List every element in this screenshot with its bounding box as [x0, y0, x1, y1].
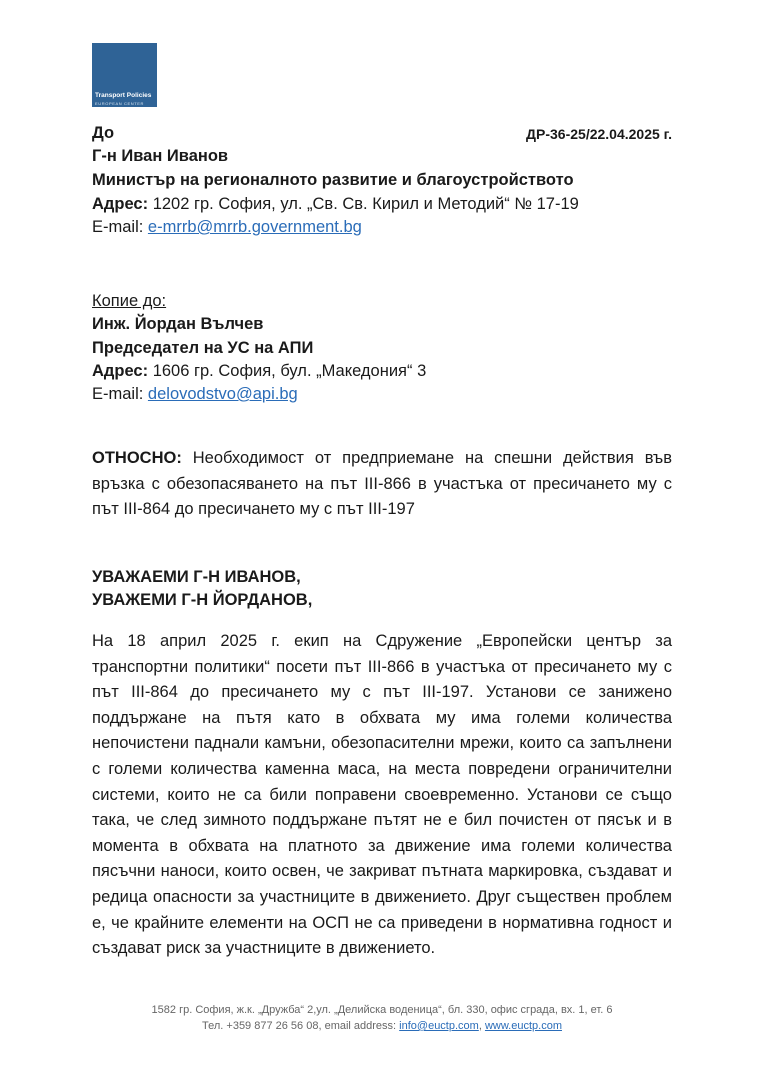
footer-phone: Тел. +359 877 26 56 08, email address:	[202, 1020, 400, 1032]
body-paragraph: На 18 април 2025 г. екип на Сдружение „Европейски център за транспортни политики“ посети път III-866 в участъка от пресичането му с път III-864 до пресичането му с път III-197. Установи се занижено поддържане на пътя като в обхвата му има големи количества непочистени паднали камъни, обезопасителни мрежи, които са запълнени с големи количества каменна маса, на места повредени ограничителни системи, които не са били поправени своевременно. Установи се също така, че след зимното поддържане пътят не е бил почистен от пясък и в момента в обхвата на платното за движение има големи количества пясъчни наноси, които освен, че закриват пътната маркировка, създават и редица опасности за участниците в движението. Друг съществен проблем е, че крайните елементи на ОСП не са приведени в нормативна годност и създават риск за участниците в движението.	[92, 632, 672, 958]
reference-number: ДР-36-25/22.04.2025 г.	[526, 126, 672, 142]
recipient-position: Министър на регионалното развитие и благоустройството	[92, 171, 574, 189]
copy-address	[92, 360, 426, 382]
footer-contacts	[0, 1018, 764, 1034]
copy-address-label: Адрес:	[92, 362, 149, 380]
copy-address-value: 1606 гр. София, бул. „Македония“ 3	[148, 362, 427, 380]
recipient-name: Г-н Иван Иванов	[92, 147, 229, 165]
logo	[92, 43, 157, 107]
recipient-email	[92, 216, 362, 238]
footer-address: 1582 гр. София, ж.к. „Дружба“ 2,ул. „Делийска воденица“, бл. 330, офис сграда, вх. 1, ет. 6	[151, 1004, 613, 1016]
copy-email	[92, 383, 298, 405]
logo-title: Transport Policies	[95, 92, 152, 99]
salutation-1: УВАЖАЕМИ Г-Н ИВАНОВ,	[92, 568, 301, 586]
address-label: Адрес:	[92, 195, 149, 213]
copy-email-link[interactable]: delovodstvo@api.bg	[147, 385, 298, 403]
salutation-2: УВАЖЕМИ Г-Н ЙОРДАНОВ,	[92, 591, 313, 609]
footer-separator: ,	[478, 1020, 485, 1032]
subject	[92, 446, 672, 523]
footer-email-link[interactable]: info@euctp.com	[399, 1020, 479, 1032]
copy-position: Председател на УС на АПИ	[92, 339, 314, 357]
copy-label: Копие до:	[92, 292, 167, 310]
to-label: До	[92, 124, 115, 142]
recipient-address	[92, 193, 579, 215]
recipient-email-link[interactable]: e-mrrb@mrrb.government.bg	[147, 218, 362, 236]
email-label: E-mail:	[92, 218, 148, 236]
logo-subtitle: EUROPEAN CENTER	[95, 101, 145, 106]
subject-label: ОТНОСНО:	[92, 449, 182, 467]
subject-text: Необходимост от предприемане на спешни действия във връзка с обезопасяването на път III-866 в участъка от пресичането му с път III-864 до пресичането му с път III-197	[92, 449, 672, 519]
footer-website-link[interactable]: www.euctp.com	[484, 1020, 562, 1032]
copy-email-label: E-mail:	[92, 385, 148, 403]
copy-name: Инж. Йордан Вълчев	[92, 315, 264, 333]
address-value: 1202 гр. София, ул. „Св. Св. Кирил и Методий“ № 17-19	[148, 195, 579, 213]
